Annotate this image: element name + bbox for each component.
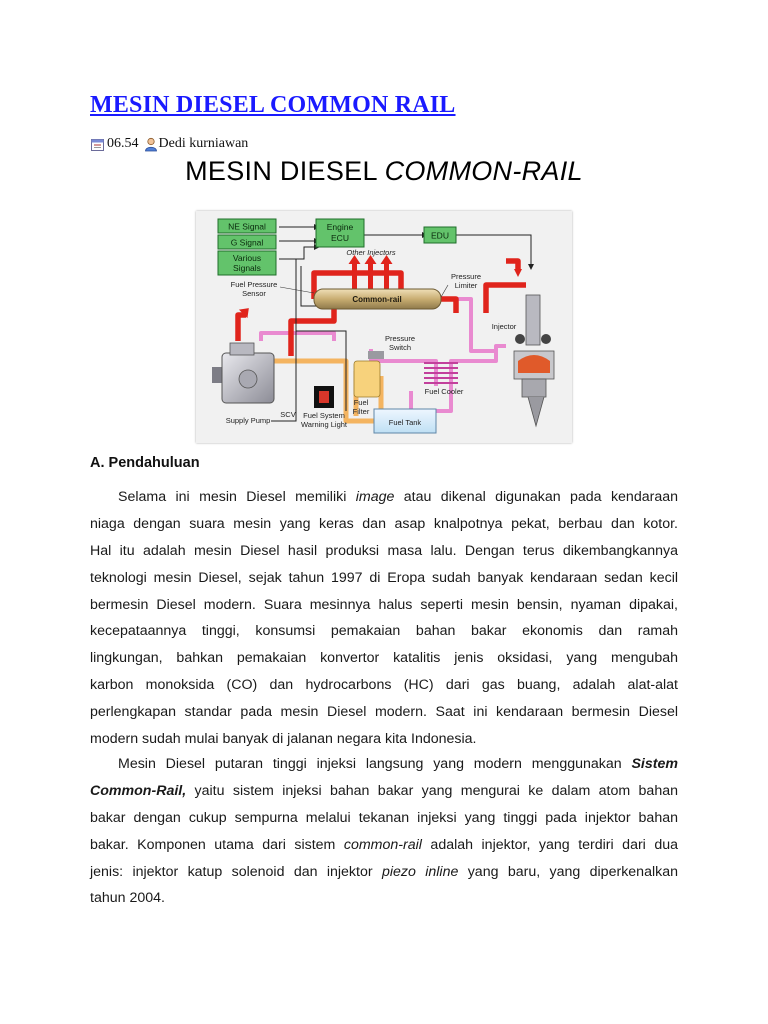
svg-text:Warning Light: Warning Light [301, 420, 347, 429]
paragraph-line: Mesin Diesel putaran tinggi injeksi langsung yang modern menggunakan Sistem [118, 756, 678, 772]
svg-text:ECU: ECU [331, 233, 349, 243]
post-author[interactable]: Dedi kurniawan [158, 136, 249, 151]
post-time: 06.54 [107, 136, 139, 151]
paragraph-line: modern sudah mulai banyak di jalanan negara kita Indonesia. [90, 731, 477, 748]
paragraph-line: Selama ini mesin Diesel memiliki image atau dikenal digunakan pada kendaraan [118, 489, 678, 505]
paragraph-line: bermesin Diesel modern. Suara mesinnya halus seperti mesin bensin, nyaman dipakai, [90, 596, 678, 613]
section-heading-pendahuluan: A. Pendahuluan [90, 455, 200, 471]
paragraph-line: bakar. Komponen utama dari sistem common-rail adalah injektor, yang terdiri dari dua [90, 836, 679, 853]
svg-text:Engine: Engine [326, 222, 354, 232]
paragraph-line: tahun 2004. [90, 890, 165, 907]
svg-text:Fuel: Fuel [353, 398, 369, 407]
svg-text:NE Signal: NE Signal [228, 221, 266, 232]
person-icon [144, 137, 158, 152]
svg-text:Common-rail: Common-rail [352, 295, 402, 304]
svg-text:Signals: Signals [233, 263, 261, 273]
svg-text:Limiter: Limiter [454, 281, 478, 290]
paragraph-line: Hal itu adalah mesin Diesel hasil produksi masa lalu. Dengan terus dikembangkannya [90, 542, 678, 559]
paragraph-2 [90, 751, 678, 912]
calendar-icon [90, 137, 105, 152]
document-title: MESIN DIESEL COMMON-RAIL [185, 156, 583, 186]
paragraph-line: perlengkapan standar pada mesin Diesel modern. Saat ini kendaraan bermesin Diesel [90, 704, 678, 721]
svg-text:Fuel Cooler: Fuel Cooler [424, 387, 464, 396]
svg-text:Switch: Switch [388, 343, 412, 352]
svg-text:Supply Pump: Supply Pump [225, 416, 271, 425]
post-title-link[interactable]: MESIN DIESEL COMMON RAIL [90, 92, 456, 118]
paragraph-line: bakar dengan cukup sempurna melalui tekanan injeksi yang tinggi pada injektor bahan [90, 809, 678, 826]
svg-text:EDU: EDU [431, 230, 449, 241]
svg-text:G Signal: G Signal [230, 237, 264, 248]
svg-text:Pressure: Pressure [384, 334, 416, 343]
paragraph-line: Common-Rail, yaitu sistem injeksi bahan bakar yang mengurai ke dalam atom bahan [90, 782, 678, 799]
paragraph-line: jenis: injektor katup solenoid dan injektor piezo inline yang baru, yang diperkenalkan [90, 863, 678, 880]
svg-text:Filter: Filter [352, 407, 370, 416]
svg-text:Injector: Injector [491, 322, 517, 331]
svg-text:Fuel System: Fuel System [303, 411, 345, 420]
paragraph-1 [90, 484, 678, 753]
svg-text:Pressure: Pressure [450, 272, 482, 281]
svg-text:SCV: SCV [280, 410, 296, 419]
paragraph-line: kecepataannya tinggi, konsumsi pemakaian bahan bakar ekonomis dan ramah [90, 623, 678, 640]
post-meta [90, 136, 248, 152]
paragraph-line: lingkungan, bahkan pemakaian konvertor katalitis jenis oksidasi, yang mengubah [90, 650, 678, 667]
paragraph-line: teknologi mesin Diesel, sejak tahun 1997 di Eropa sudah banyak kendaraan sedan kecil [90, 569, 678, 586]
svg-text:Fuel Tank: Fuel Tank [388, 418, 422, 427]
common-rail-diagram [196, 211, 572, 443]
svg-text:Sensor: Sensor [242, 289, 266, 298]
paragraph-line: karbon monoksida (CO) dan hydrocarbons (HC) dari gas buang, adalah alat-alat [90, 677, 678, 694]
svg-text:Various: Various [232, 253, 262, 263]
svg-text:Fuel Pressure: Fuel Pressure [230, 280, 278, 289]
paragraph-line: niaga dengan suara mesin yang keras dan asap knalpotnya pekat, berbau dan kotor. [90, 515, 678, 532]
svg-text:Other Injectors: Other Injectors [346, 248, 396, 257]
